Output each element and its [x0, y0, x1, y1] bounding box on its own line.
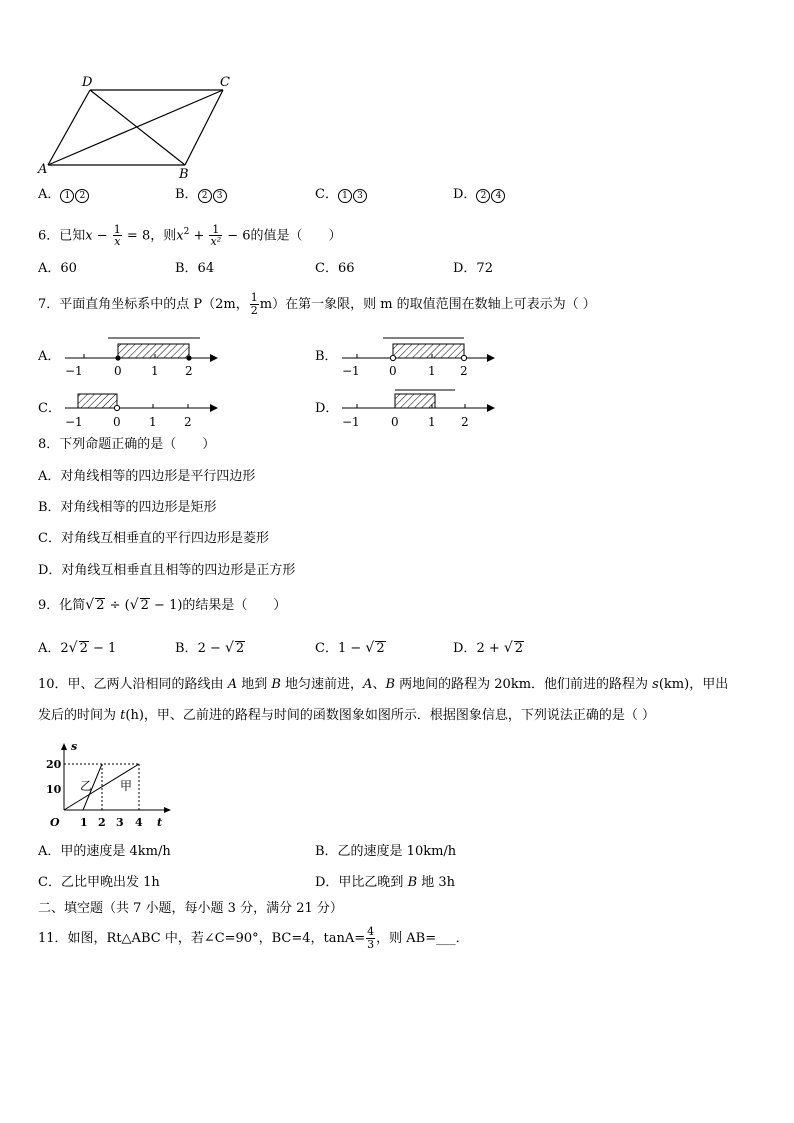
circled-number: 3 [213, 189, 227, 203]
text: 、 [372, 677, 386, 692]
radicand: 2 [79, 641, 88, 656]
tick-label-1: 1 [151, 364, 159, 378]
q5-option-c[interactable] [315, 188, 368, 203]
q7-option-b-letter[interactable]: B． [315, 349, 338, 364]
q9-option-c[interactable] [315, 641, 386, 655]
q7-option-a-letter[interactable]: A． [38, 349, 61, 364]
expr-pre: 2 + [476, 641, 504, 656]
tick-label-2: 2 [98, 816, 106, 829]
q7-option-d-letter[interactable]: D． [315, 401, 339, 416]
minus-6: − 6 [223, 228, 251, 244]
tick-label-20: 20 [46, 758, 62, 771]
q5-option-b[interactable] [175, 188, 228, 203]
axis-label-s: s [71, 740, 78, 753]
fraction-1-over-x [113, 224, 122, 248]
radicand: 2 [376, 641, 385, 656]
circled-number: 2 [75, 189, 89, 203]
tick-label-2: 2 [184, 415, 192, 429]
q10-stem-line1 [38, 678, 728, 691]
text: (km)，甲出 [658, 677, 729, 692]
q8-option-a[interactable]: A．对角线相等的四边形是平行四边形 [38, 469, 256, 484]
tick-label-neg1: −1 [342, 364, 360, 378]
frac-denominator: x [114, 235, 121, 249]
parallelogram-figure [30, 72, 245, 182]
q11-prefix: 11．如图，Rt△ABC 中，若∠C=90°，BC=4，tanA= [38, 931, 366, 946]
q6-option-c[interactable]: C．66 [315, 261, 355, 276]
q6-option-b[interactable]: B．64 [175, 261, 215, 276]
frac-numerator: 4 [367, 925, 375, 939]
text: 地到 [237, 677, 272, 692]
tick-label-2: 2 [460, 364, 468, 378]
vertex-C: C [220, 75, 230, 90]
tick-label-2: 2 [461, 415, 469, 429]
radicand: 2 [235, 641, 245, 656]
place-b: B [385, 677, 396, 692]
place-b: B [271, 677, 281, 692]
label-yi: 乙 [80, 779, 93, 793]
option-letter: C． [315, 641, 338, 656]
q10-option-b[interactable]: B．乙的速度是 10km/h [315, 844, 457, 859]
frac-denominator: 2 [250, 304, 258, 317]
q10-distance-time-graph [40, 740, 175, 832]
radical-icon: √ [365, 640, 375, 656]
q8-option-c[interactable]: C．对角线互相垂直的平行四边形是菱形 [38, 531, 269, 546]
expr-pre: 2 [60, 641, 69, 656]
q10-option-d[interactable] [315, 876, 455, 889]
minus-sign: − [92, 228, 112, 244]
circled-number: 3 [353, 189, 367, 203]
q9-stem [38, 598, 286, 612]
tick-label-1: 1 [80, 816, 88, 829]
q5-option-d[interactable] [453, 188, 506, 203]
q7-stem [38, 290, 596, 320]
text: 两地间的路程为 20km．他们前进的路程为 [395, 677, 653, 692]
text: D．甲比乙晚到 [315, 875, 408, 890]
radical-icon: √ [85, 597, 95, 613]
q6-option-d[interactable]: D．72 [453, 261, 493, 276]
tick-label-neg1: −1 [65, 364, 83, 378]
q7-prefix: 7．平面直角坐标系中的点 P（2m， [38, 297, 249, 312]
origin-label: O [50, 816, 60, 829]
tick-label-4: 4 [135, 816, 143, 829]
var-x: x [176, 228, 184, 244]
q7-number-line-c[interactable] [60, 386, 220, 432]
q9-suffix: 的结果是（ ） [182, 598, 287, 613]
var-t: t [120, 708, 126, 723]
q8-option-d[interactable]: D．对角线互相垂直且相等的四边形是正方形 [38, 563, 296, 578]
var-x: x [85, 228, 93, 244]
q7-option-c-letter[interactable]: C． [38, 401, 61, 416]
option-letter: B． [175, 187, 198, 202]
q7-number-line-b[interactable] [337, 334, 497, 380]
q8-option-b[interactable]: B．对角线相等的四边形是矩形 [38, 500, 217, 515]
option-letter: B． [175, 641, 198, 656]
fraction-4-over-3 [366, 926, 375, 950]
option-letter: D． [453, 641, 477, 656]
q6-option-a[interactable]: A．60 [38, 261, 77, 276]
tick-label-10: 10 [46, 783, 62, 796]
option-letter: A． [38, 641, 61, 656]
label-jia: 甲 [120, 779, 133, 793]
vertex-D: D [82, 75, 93, 90]
option-letter: C． [315, 187, 338, 202]
tick-label-3: 3 [116, 816, 124, 829]
expr-pre: 2 − [197, 641, 225, 656]
place-b: B [407, 875, 418, 890]
q9-prefix: 9．化简 [38, 598, 86, 613]
radicand: 2 [514, 641, 524, 656]
tick-label-0: 0 [114, 364, 122, 378]
circled-number: 2 [476, 189, 490, 203]
frac-denominator: x² [210, 235, 222, 249]
frac-numerator: 1 [113, 222, 121, 236]
q10-option-c[interactable]: C．乙比甲晚出发 1h [38, 875, 160, 890]
q6-stem [38, 218, 342, 250]
tick-label-1: 1 [428, 364, 436, 378]
tick-label-0: 0 [391, 415, 399, 429]
text: 地 3h [417, 875, 456, 890]
var-s: s [652, 677, 659, 692]
q10-option-a[interactable]: A．甲的速度是 4km/h [38, 844, 171, 859]
q9-option-d[interactable] [453, 641, 524, 655]
minus-one-paren: − 1) [149, 598, 183, 613]
text: 10．甲、乙两人沿相同的路线由 [38, 677, 228, 692]
q7-number-line-a[interactable] [60, 334, 220, 380]
plus-sign: + [189, 228, 209, 244]
radicand: 2 [96, 598, 105, 613]
option-letter: A． [38, 187, 61, 202]
fraction-1-over-x2 [209, 224, 222, 248]
vertex-B: B [179, 167, 189, 182]
q9-option-b[interactable] [175, 641, 245, 655]
vertex-A: A [38, 162, 48, 177]
q8-stem: 8．下列命题正确的是（ ） [38, 437, 216, 452]
tick-label-1: 1 [428, 415, 436, 429]
radical-icon: √ [503, 640, 513, 656]
circled-number: 1 [60, 189, 74, 203]
q9-option-a[interactable] [38, 641, 116, 655]
circled-number: 4 [491, 189, 505, 203]
q11-stem [38, 922, 469, 956]
frac-denominator: 3 [367, 938, 375, 951]
radical-icon: √ [129, 597, 139, 613]
radicand: 2 [140, 598, 149, 613]
fraction-one-half [250, 292, 259, 316]
tick-label-neg1: −1 [65, 415, 83, 429]
tick-label-1: 1 [149, 415, 157, 429]
exponent: 2 [183, 227, 190, 237]
q5-option-a[interactable] [38, 188, 90, 203]
option-letter: D． [453, 187, 477, 202]
section-heading: 二、填空题（共 7 小题，每小题 3 分，满分 21 分） [38, 901, 343, 916]
place-a: A [227, 677, 238, 692]
tick-label-0: 0 [113, 415, 121, 429]
text: (h)，甲、乙前进的路程与时间的函数图象如图所示．根据图象信息，下列说法正确的是（ ） [125, 708, 656, 723]
q6-prefix: 6．已知 [38, 228, 86, 244]
equals-8: = 8，则 [122, 228, 177, 244]
q10-stem-line2 [38, 709, 655, 722]
frac-numerator: 1 [209, 224, 222, 237]
radical-icon: √ [225, 640, 234, 656]
tick-label-2: 2 [185, 364, 193, 378]
radical-icon: √ [68, 640, 78, 656]
text: 地匀速前进， [280, 677, 364, 692]
tick-label-neg1: −1 [342, 415, 360, 429]
q7-number-line-d[interactable] [337, 386, 497, 432]
expr-pre: 1 − [337, 641, 366, 656]
divide-paren: ÷ ( [105, 598, 130, 613]
axis-label-t: t [157, 816, 163, 829]
frac-numerator: 1 [250, 291, 258, 305]
text: 发后的时间为 [38, 708, 121, 723]
circled-number: 2 [198, 189, 212, 203]
expr-post: − 1 [88, 641, 117, 656]
tick-label-0: 0 [389, 364, 397, 378]
q7-suffix: m）在第一象限，则 m 的取值范围在数轴上可表示为（ ） [259, 297, 596, 312]
circled-number: 1 [338, 189, 352, 203]
q6-suffix: 的值是（ ） [250, 228, 342, 244]
q11-suffix: ，则 AB=___． [376, 931, 469, 946]
place-a: A [363, 677, 373, 692]
